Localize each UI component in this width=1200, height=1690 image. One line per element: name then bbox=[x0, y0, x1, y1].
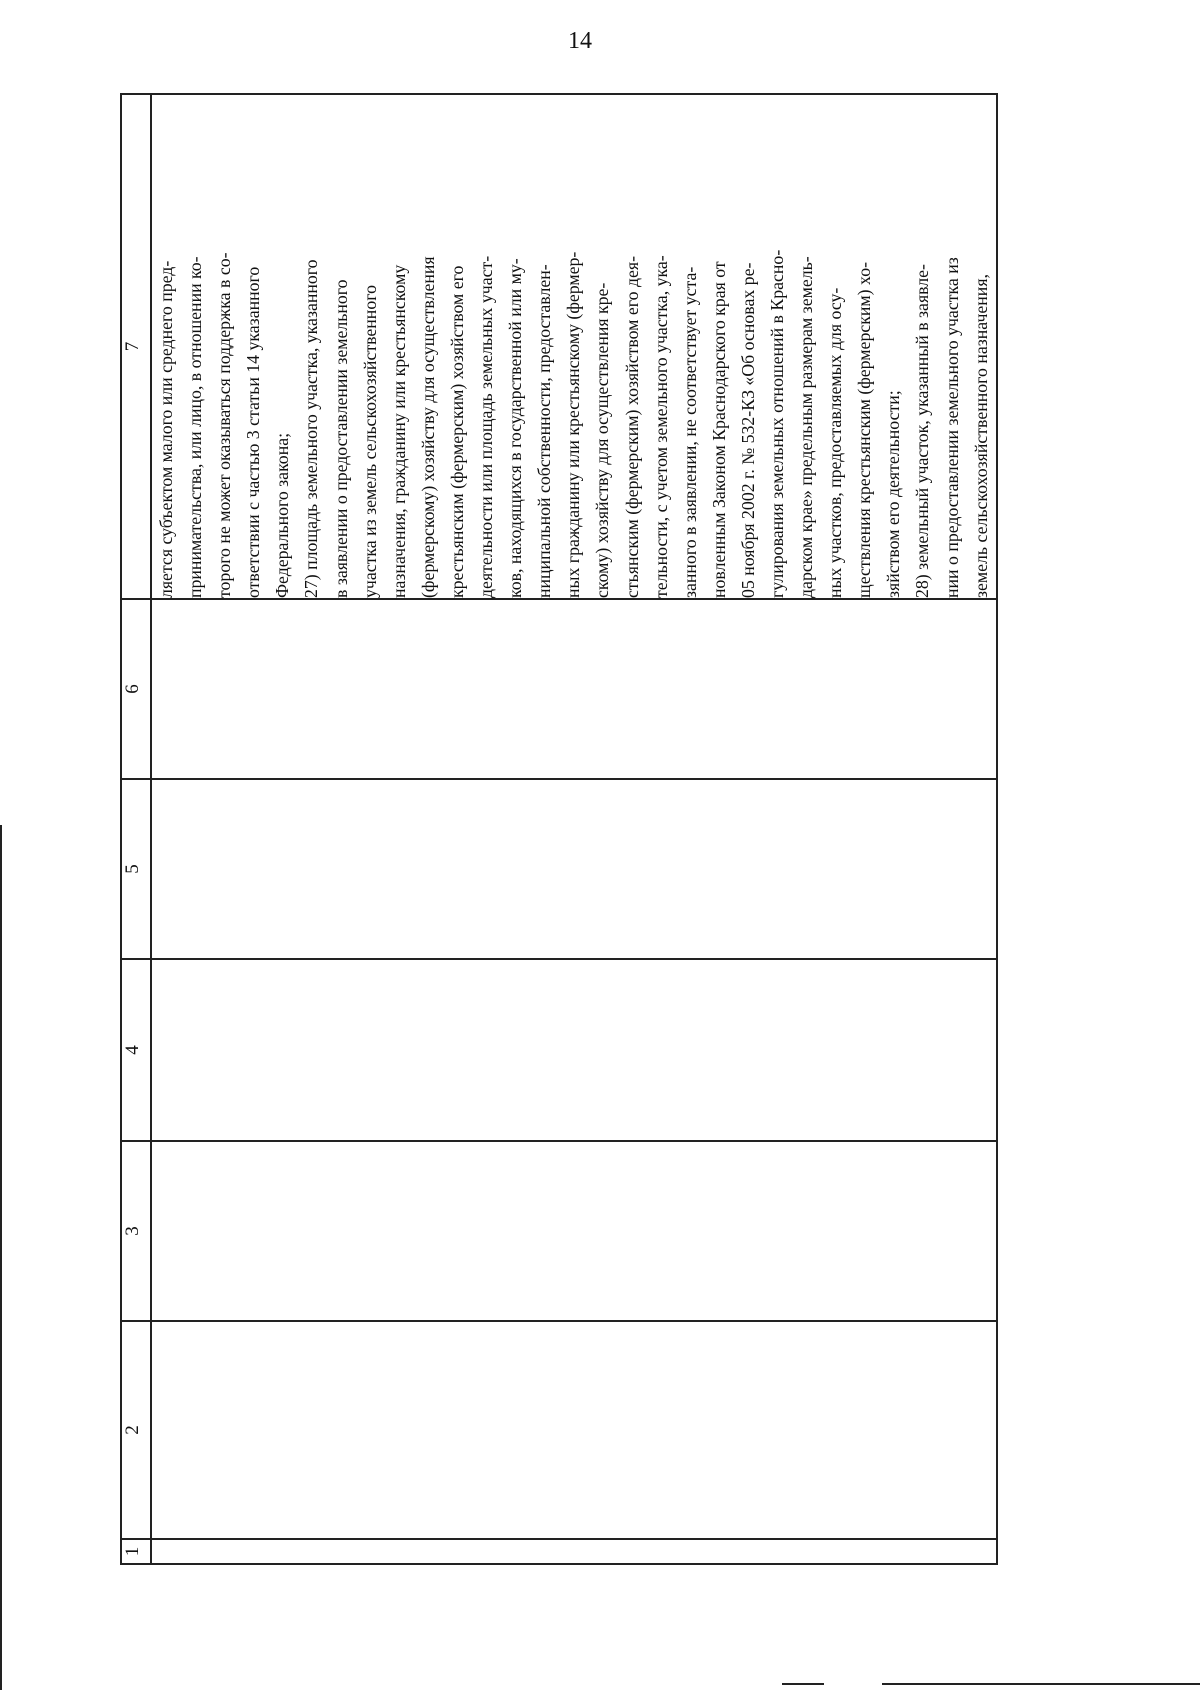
text-line: гулирования земельных отношений в Красно- bbox=[766, 249, 787, 598]
text-line: ных участков, предоставляемых для осу- bbox=[825, 287, 846, 598]
rotated-table-container bbox=[120, 95, 991, 1565]
table-header-row bbox=[121, 94, 151, 1564]
cell-col-6 bbox=[151, 599, 997, 779]
text-line: тельности, с учетом земельного участка, ука- bbox=[650, 255, 671, 598]
cell-col-2 bbox=[151, 1321, 997, 1539]
page-number: 14 bbox=[568, 28, 592, 54]
cell-col-7-text bbox=[151, 94, 997, 599]
text-line: назначения, гражданину или крестьянскому bbox=[388, 264, 409, 598]
text-line: крестьянским (фермерским) хозяйством его bbox=[446, 265, 467, 598]
text-line: ществления крестьянским (фермерским) хо- bbox=[854, 261, 875, 598]
column-header-5: 5 bbox=[121, 779, 151, 959]
cell-col-5 bbox=[151, 779, 997, 959]
text-line: принимательства, или лицо, в отношении ко- bbox=[185, 256, 206, 598]
text-line: (фермерскому) хозяйству для осуществления bbox=[417, 256, 438, 598]
column-header-2: 2 bbox=[121, 1321, 151, 1539]
text-line: зяйством его деятельности; bbox=[883, 390, 904, 598]
table-row bbox=[151, 94, 997, 1564]
text-line: дарском крае» предельным размерам земель- bbox=[796, 256, 817, 598]
text-line: торого не может оказываться поддержка в со- bbox=[214, 252, 235, 598]
text-line: 27) площадь земельного участка, указанного bbox=[301, 259, 322, 598]
text-line: ков, находящихся в государственной или му- bbox=[505, 258, 526, 598]
column-header-4: 4 bbox=[121, 959, 151, 1141]
cell-col-1 bbox=[151, 1539, 997, 1564]
text-line: ных гражданину или крестьянскому (фермер- bbox=[563, 251, 584, 598]
column-header-6: 6 bbox=[121, 599, 151, 779]
text-line: ляется субъектом малого или среднего пред- bbox=[156, 260, 176, 598]
scan-bottom-mark bbox=[882, 1683, 1200, 1685]
column-header-3: 3 bbox=[121, 1141, 151, 1321]
text-line: ниципальной собственности, предоставлен- bbox=[534, 264, 555, 598]
text-line: Федерального закона; bbox=[272, 432, 293, 598]
column-header-7: 7 bbox=[121, 94, 151, 599]
text-line: 05 ноября 2002 г. № 532-КЗ «Об основах ре- bbox=[737, 262, 758, 598]
cell-col-3 bbox=[151, 1141, 997, 1321]
text-line: 28) земельный участок, указанный в заявле- bbox=[912, 264, 933, 598]
text-line: новленным Законом Краснодарского края от bbox=[708, 261, 729, 598]
text-line: занного в заявлении, не соответствует уста- bbox=[679, 266, 700, 598]
column-header-1: 1 bbox=[121, 1539, 151, 1564]
text-line: в заявлении о предоставлении земельного bbox=[330, 279, 351, 598]
scan-edge-line bbox=[0, 825, 2, 1690]
text-line: земель сельскохозяйственного назначения, bbox=[970, 274, 991, 598]
text-line: стьянским (фермерским) хозяйством его дея- bbox=[621, 256, 642, 598]
text-line: ответствии с частью 3 статьи 14 указанного bbox=[243, 266, 264, 598]
text-line: нии о предоставлении земельного участка из bbox=[941, 257, 962, 598]
scan-bottom-mark bbox=[782, 1683, 824, 1685]
text-line: скому) хозяйству для осуществления кре- bbox=[592, 282, 613, 598]
text-line: участка из земель сельскохозяйственного bbox=[359, 285, 380, 598]
conditions-table bbox=[120, 93, 998, 1565]
text-line: деятельности или площадь земельных участ- bbox=[476, 255, 497, 598]
cell-col-4 bbox=[151, 959, 997, 1141]
